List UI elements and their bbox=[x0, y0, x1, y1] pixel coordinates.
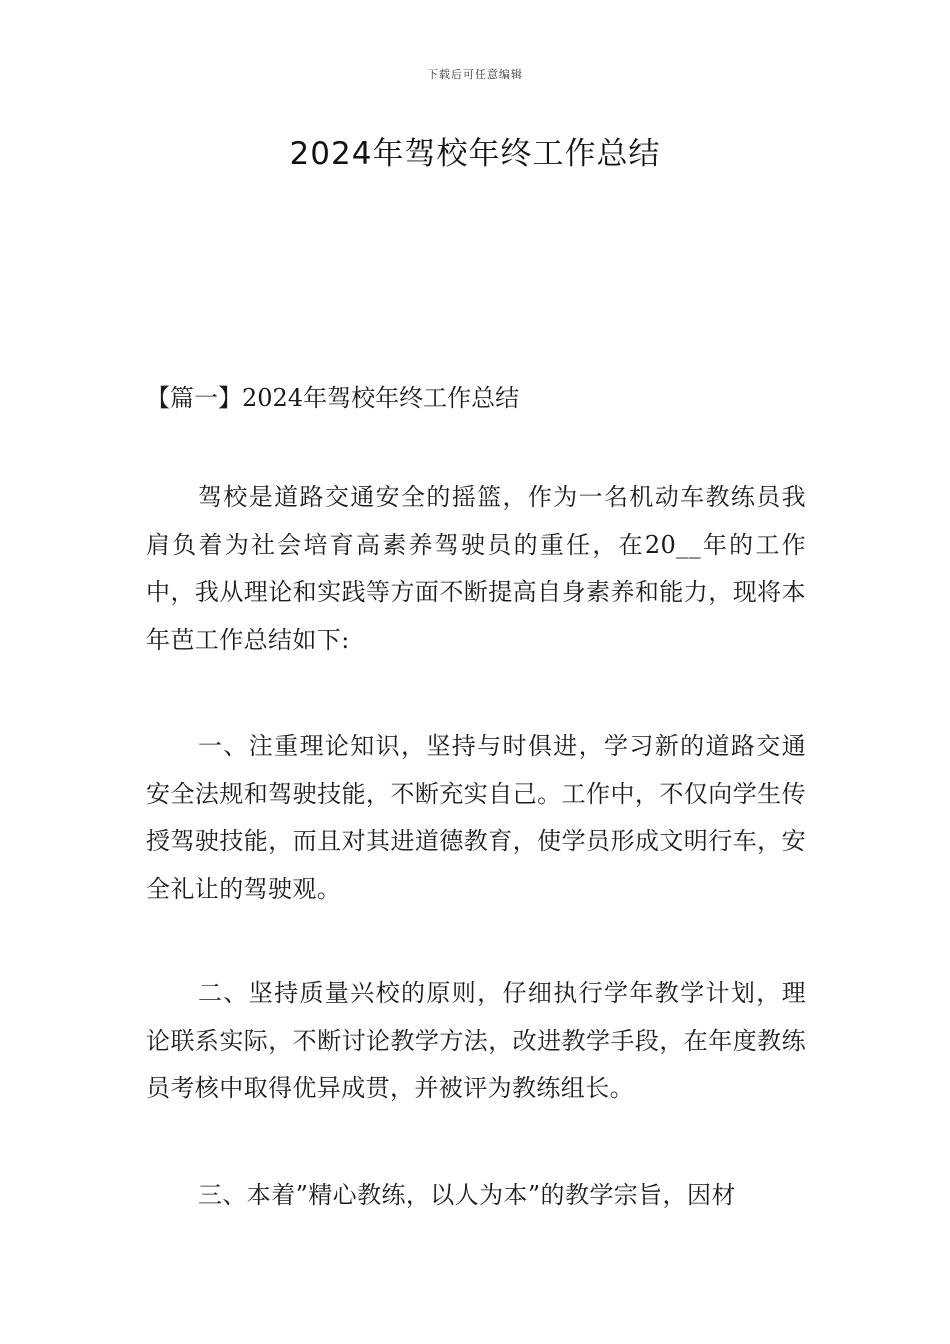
document-title: 2024年驾校年终工作总结 bbox=[289, 136, 661, 172]
paragraph-intro: 驾校是道路交通安全的摇篮，作为一名机动车教练员我肩负着为社会培育高素养驾驶员的重任，在20__年的工作中，我从理论和实践等方面不断提高自身素养和能力，现将本年芭工作总结如下: bbox=[146, 483, 806, 654]
paragraph-point-one: 一、注重理论知识，坚持与时俱进，学习新的道路交通安全法规和驾驶技能，不断充实自己。工作中，不仅向学生传授驾驶技能，而且对其进道德教育，使学员形成文明行车，安全礼让的驾驶观。 bbox=[146, 732, 806, 903]
paragraph-point-two: 二、坚持质量兴校的原则，仔细执行学年教学计划，理论联系实际，不断讨论教学方法，改进教学手段，在年度教练员考核中取得优异成贯，并被评为教练组长。 bbox=[146, 979, 806, 1102]
section-heading: 【篇一】2024年驾校年终工作总结 bbox=[146, 384, 520, 412]
header-note: 下载后可任意编辑 bbox=[427, 68, 523, 81]
paragraph-point-three: 三、本着”精心教练，以人为本”的教学宗旨，因材 bbox=[198, 1181, 736, 1209]
